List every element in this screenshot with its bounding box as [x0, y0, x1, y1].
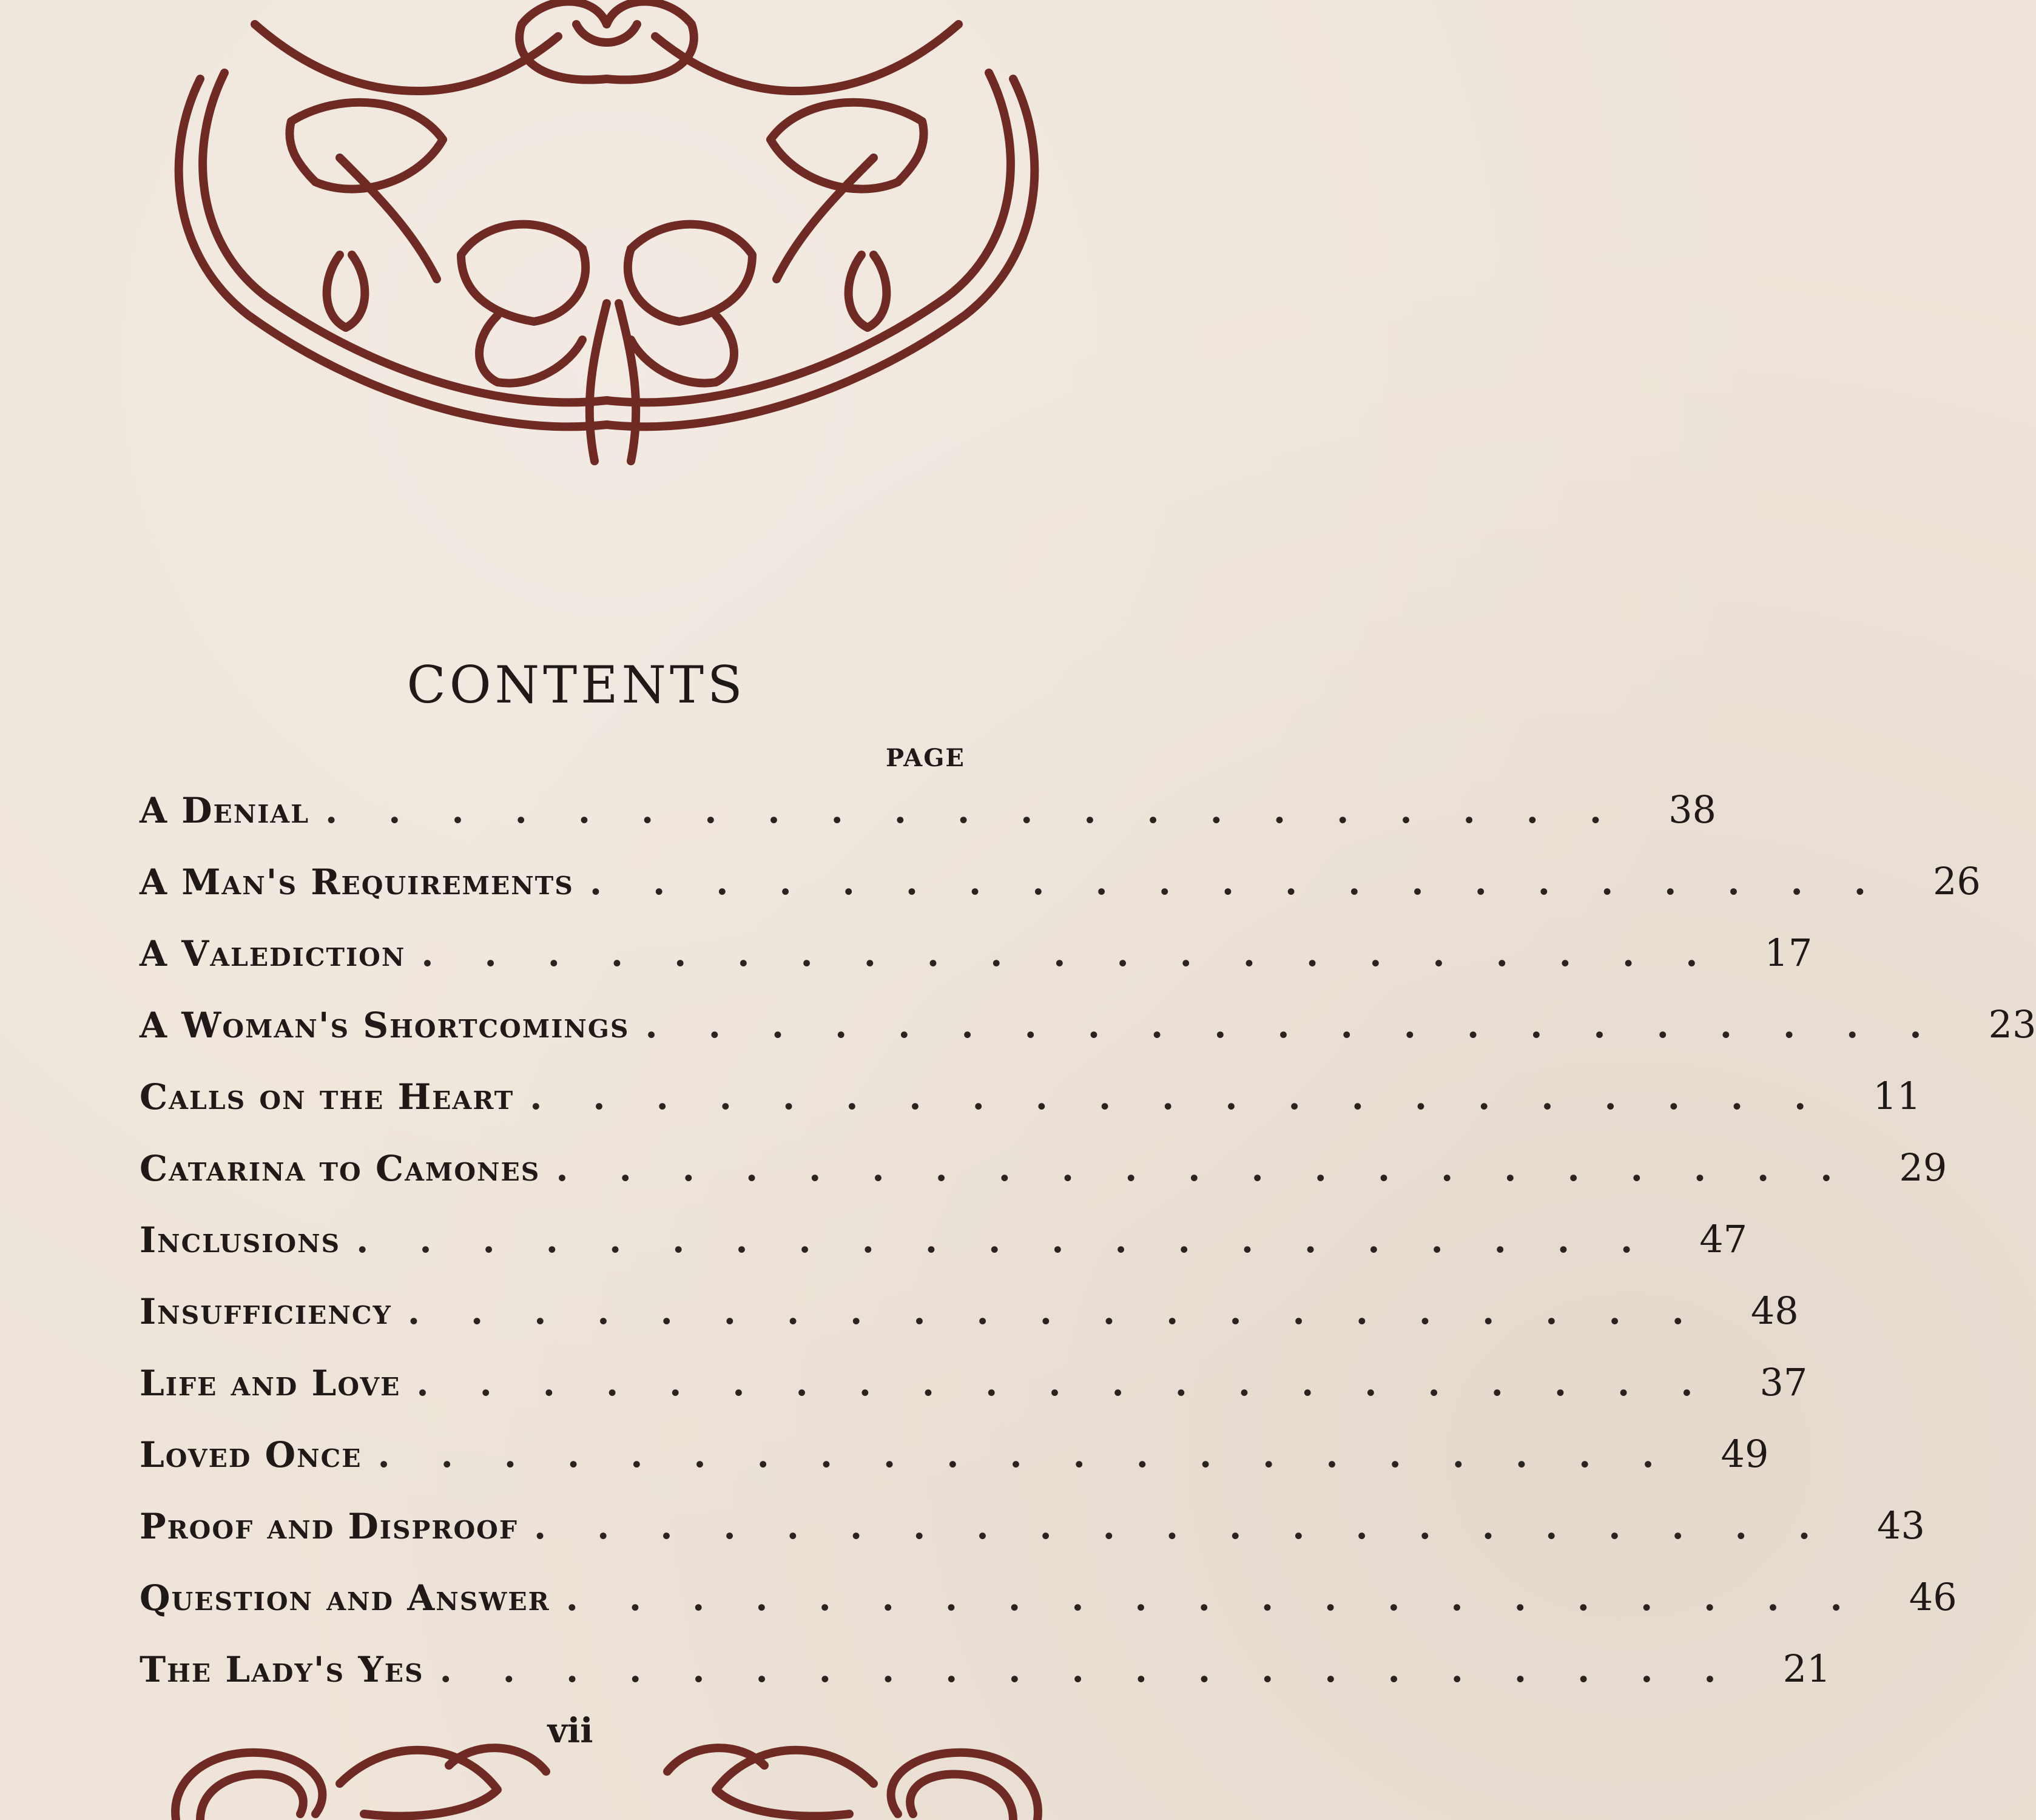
toc-entry-page: 26: [1932, 859, 1981, 903]
toc-entry: [140, 1002, 2036, 1074]
toc-entry: [140, 1575, 1957, 1646]
toc-entry: [140, 1503, 1925, 1575]
contents-list: [140, 787, 2036, 1718]
dot-leader: .....................: [589, 861, 1917, 903]
toc-entry: [140, 1432, 1769, 1503]
dot-leader: .....................: [556, 1148, 1884, 1189]
dot-leader: .....................: [356, 1219, 1684, 1261]
toc-entry: [140, 1217, 1748, 1289]
toc-entry-title: A Man's Requirements: [140, 861, 574, 903]
toc-entry-page: 47: [1699, 1217, 1748, 1261]
toc-entry-title: Catarina to Camones: [140, 1148, 541, 1189]
toc-entry: [140, 787, 1716, 859]
dot-leader: .....................: [377, 1434, 1705, 1475]
toc-entry-page: 46: [1909, 1575, 1957, 1619]
dot-leader: .....................: [533, 1506, 1862, 1547]
toc-entry-title: Loved Once: [140, 1434, 362, 1475]
toc-entry: [140, 931, 1813, 1002]
toc-entry-page: 37: [1759, 1360, 1808, 1404]
toc-entry-title: Question and Answer: [140, 1577, 550, 1619]
toc-entry: [140, 1646, 1831, 1718]
toc-entry-title: Calls on the Heart: [140, 1076, 514, 1117]
dot-leader: .....................: [645, 1005, 1973, 1046]
toc-entry-page: 38: [1668, 787, 1716, 832]
toc-entry-page: 29: [1899, 1145, 1947, 1190]
page-column-header: PAGE: [886, 744, 965, 772]
toc-entry-title: The Lady's Yes: [140, 1649, 424, 1690]
toc-entry: [140, 1145, 1947, 1217]
dot-leader: .....................: [416, 1363, 1744, 1404]
toc-entry-page: 23: [1988, 1002, 2036, 1046]
toc-entry: [140, 1360, 1808, 1432]
toc-entry-page: 21: [1782, 1646, 1831, 1691]
dot-leader: .....................: [325, 790, 1653, 831]
toc-entry-page: 49: [1721, 1432, 1769, 1476]
toc-entry-title: A Denial: [140, 790, 310, 831]
toc-entry-page: 43: [1877, 1503, 1925, 1548]
toc-entry-title: Life and Love: [140, 1363, 401, 1404]
dot-leader: .....................: [421, 933, 1749, 974]
floral-ornament-top: [158, 0, 1056, 473]
toc-entry-title: A Valediction: [140, 933, 406, 974]
page-folio: vii: [547, 1711, 593, 1751]
toc-entry: [140, 1289, 1799, 1360]
toc-entry-page: 11: [1873, 1074, 1921, 1118]
toc-entry-title: Insufficiency: [140, 1291, 392, 1332]
dot-leader: .....................: [439, 1649, 1767, 1690]
toc-entry-title: Proof and Disproof: [140, 1506, 518, 1547]
toc-entry-page: 48: [1750, 1289, 1799, 1333]
dot-leader: .....................: [407, 1291, 1735, 1332]
toc-entry-title: A Woman's Shortcomings: [140, 1005, 630, 1046]
toc-entry: [140, 1074, 1921, 1145]
toc-entry-page: 17: [1764, 931, 1813, 975]
toc-entry-title: Inclusions: [140, 1219, 341, 1261]
toc-entry: [140, 859, 1981, 931]
dot-leader: .....................: [565, 1577, 1893, 1619]
contents-title: CONTENTS: [406, 655, 746, 715]
floral-ornament-bottom: [158, 1723, 1056, 1820]
dot-leader: .....................: [530, 1076, 1858, 1117]
